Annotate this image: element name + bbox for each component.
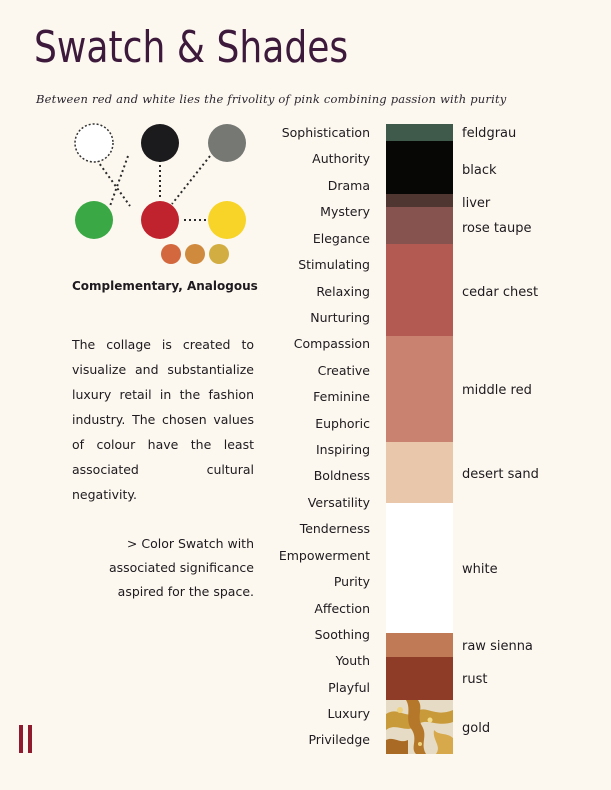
value-word: Feminine [313,389,370,404]
swatch-name: raw sienna [462,639,533,654]
value-word: Tenderness [299,521,370,536]
swatch-name: feldgrau [462,126,517,141]
swatch-rose-taupe [386,207,453,244]
swatch-name: black [462,163,497,178]
value-word: Elegance [312,231,370,246]
green-circle [75,201,113,239]
value-word: Boldness [313,468,370,483]
diagram-label: Complementary, Analogous [72,279,258,293]
value-word: Versatility [307,495,370,510]
swatch-liver [386,194,453,207]
value-word: Euphoric [315,416,370,431]
swatch-name: liver [462,196,491,211]
value-word: Compassion [293,336,370,351]
value-word: Priviledge [308,732,370,747]
page-mark-icon [18,725,34,753]
value-word: Soothing [314,627,370,642]
swatch-gold [386,700,453,754]
swatch-name: middle red [462,383,532,398]
value-word: Nurturing [310,310,370,325]
black-circle [141,124,179,162]
swatch-name: rust [462,672,488,687]
value-word: Playful [328,680,370,695]
value-word: Authority [312,151,370,166]
description-paragraph: The collage is created to visualize and substantialize luxury retail in the fashion industry. The chosen values of colour have the least associated cultural negativity. [72,337,254,502]
value-word: Purity [333,574,370,589]
value-word: Relaxing [316,284,370,299]
swatch-name: cedar chest [462,285,539,300]
value-word: Sophistication [281,125,370,140]
yellow-circle [208,201,246,239]
value-word: Drama [327,178,370,193]
swatch-cedar-chest [386,244,453,336]
value-word: Inspiring [316,442,370,457]
color-swatch-strip [386,124,453,754]
mustard-circle [209,244,229,264]
swatch-white [386,503,453,633]
swatch-name: gold [462,721,491,736]
value-word: Stimulating [298,257,370,272]
swatch-black [386,141,453,194]
swatch-middle-red [386,336,453,442]
swatch-feldgrau [386,124,453,141]
page-subtitle: Between red and white lies the frivolity of pink combining passion with purity [36,92,507,106]
value-word: Mystery [320,204,370,219]
swatch-name: white [462,562,498,577]
swatch-raw-sienna [386,633,453,657]
white-circle [75,124,113,162]
red-circle [141,201,179,239]
amber-circle [185,244,205,264]
swatch-note: > Color Swatch with associated significance aspired for the space. [108,536,254,599]
color-harmony-diagram [70,120,260,270]
page-title: Swatch & Shades [34,22,349,73]
swatch-rust [386,657,453,700]
swatch-name: rose taupe [462,221,532,236]
value-word: Affection [314,601,370,616]
value-word: Empowerment [278,548,370,563]
value-word: Creative [317,363,370,378]
grey-circle [208,124,246,162]
swatch-name: desert sand [462,467,539,482]
swatch-desert-sand [386,442,453,503]
orange-circle [161,244,181,264]
value-word: Youth [335,653,370,668]
value-word: Luxury [327,706,370,721]
